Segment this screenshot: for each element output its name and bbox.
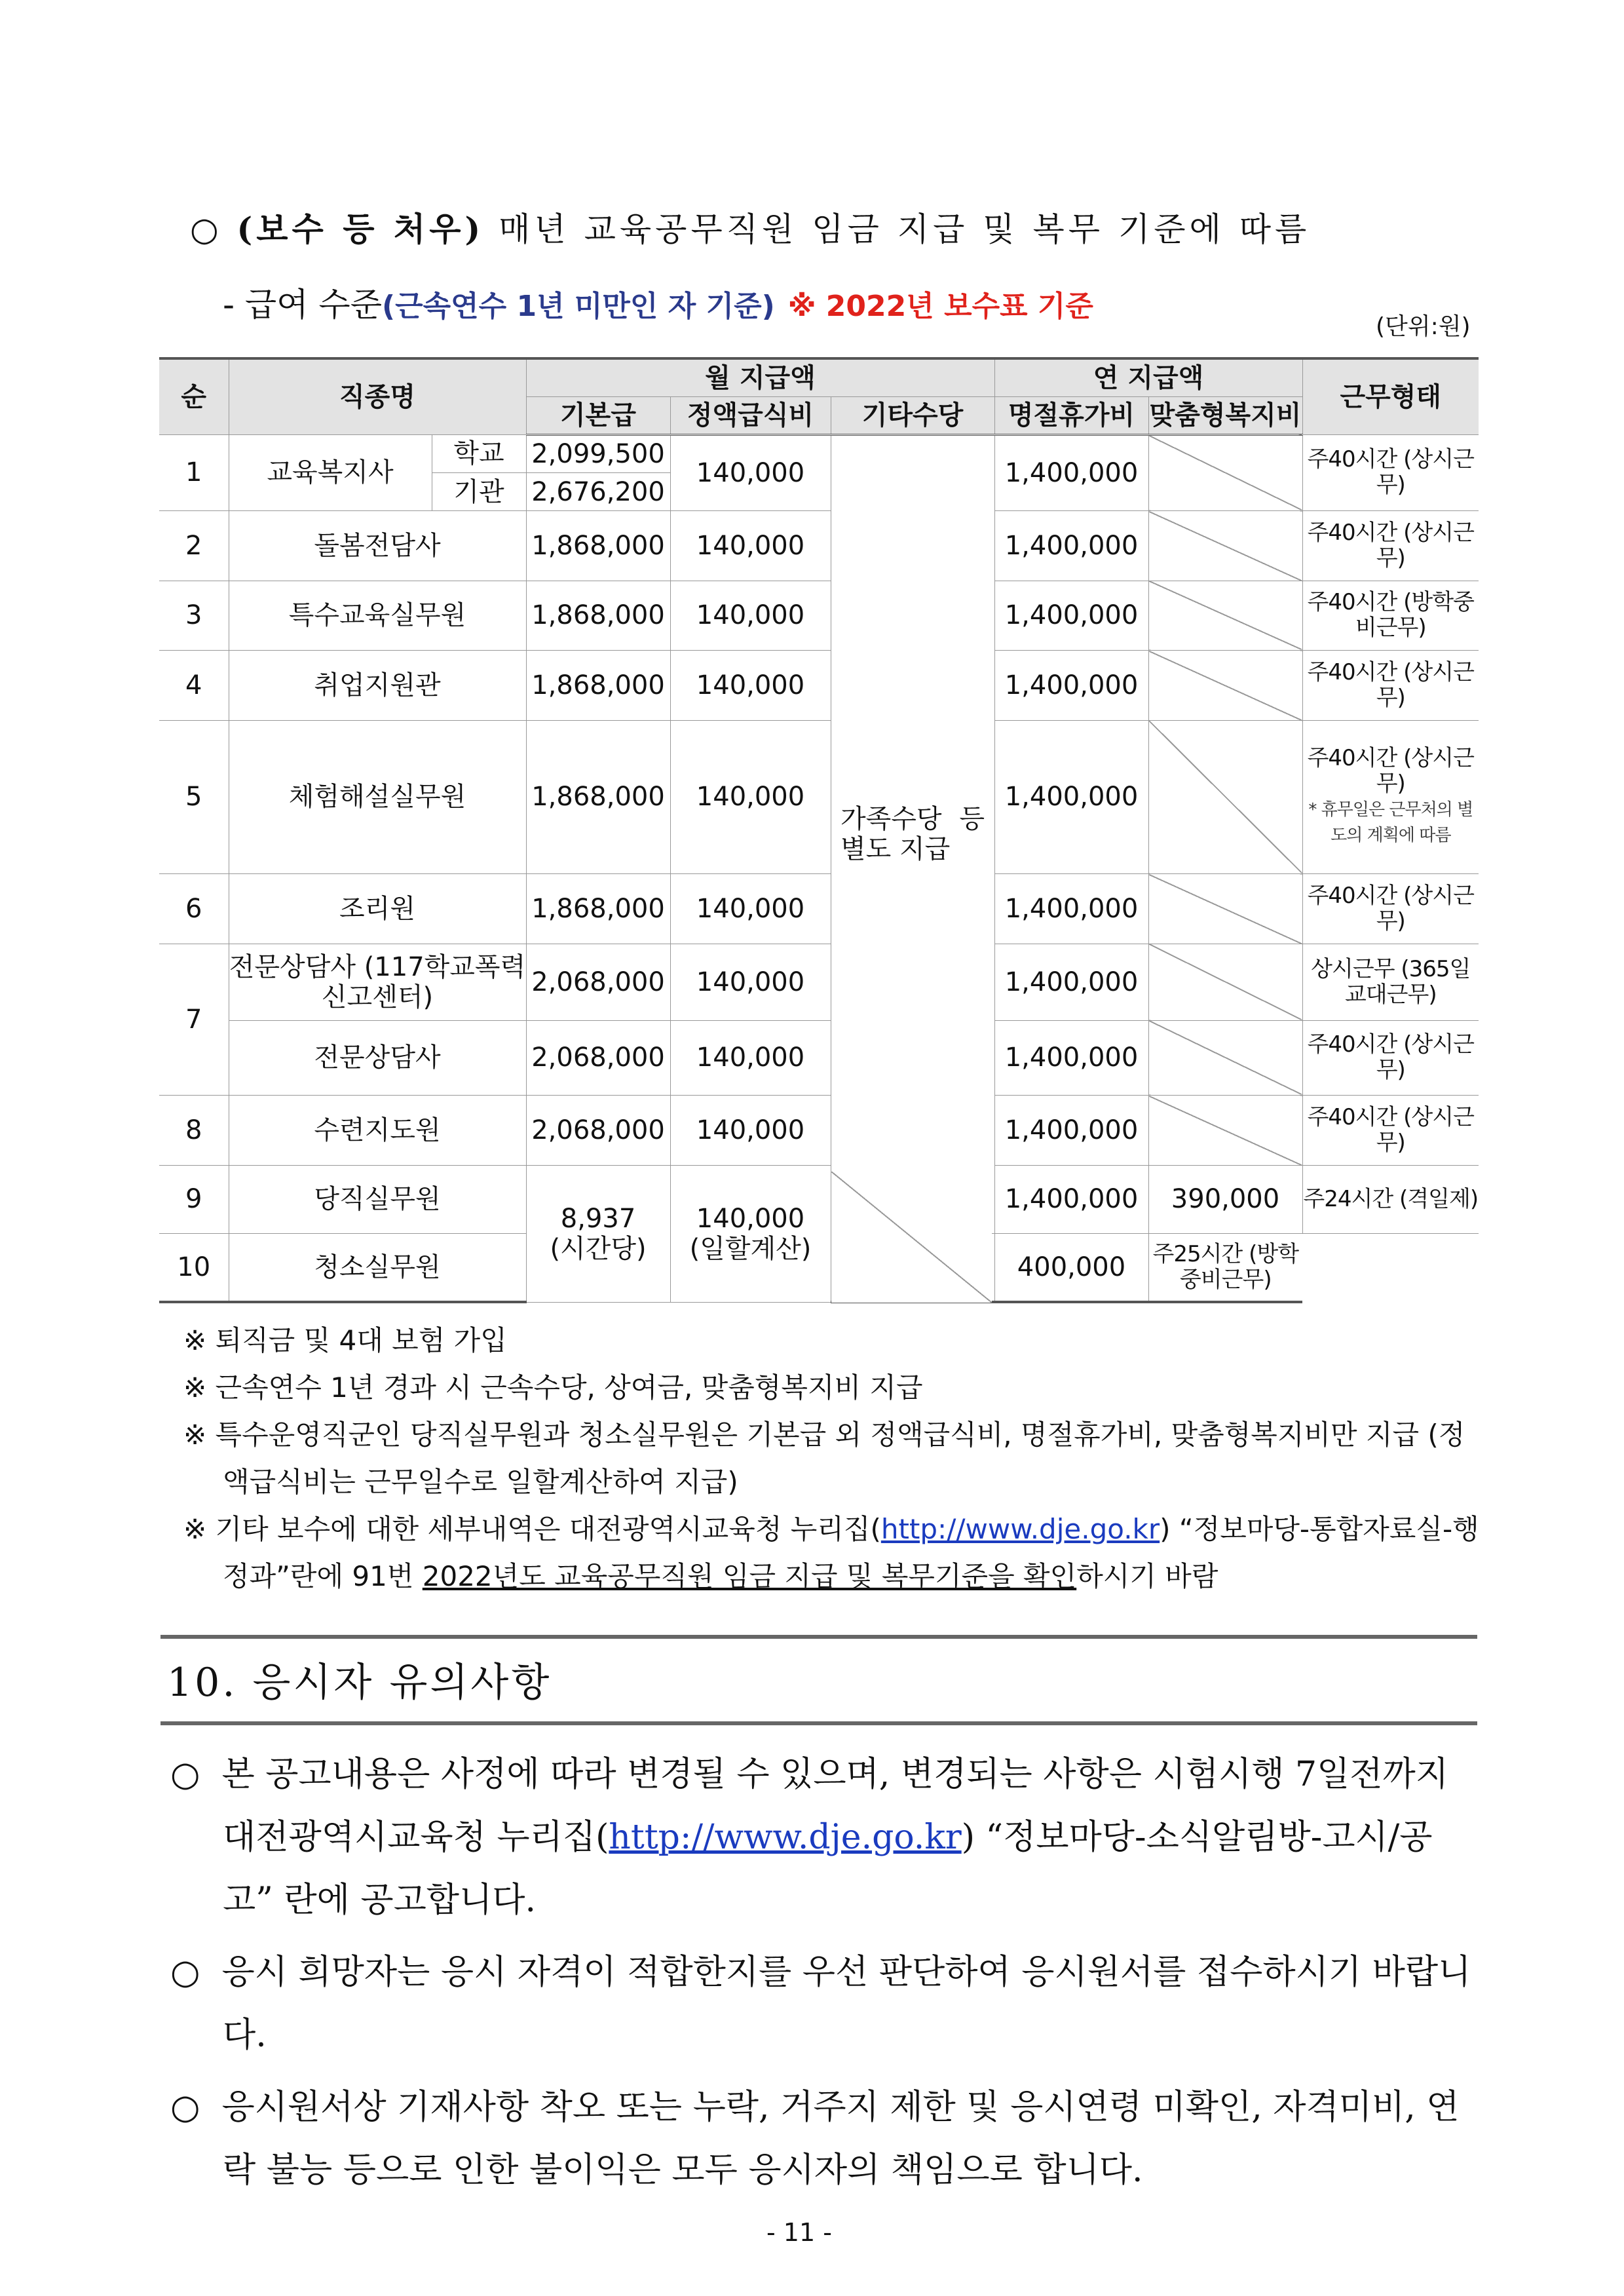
empty-welfare-cell bbox=[1148, 434, 1302, 511]
heading-title: (보수 등 처우) bbox=[236, 210, 485, 248]
table-row: 기관 2,676,200 bbox=[159, 472, 1479, 510]
table-row: 3 특수교육실무원 1,868,000 140,000 1,400,000 주40시간 (방학중비근무) bbox=[159, 581, 1479, 650]
header-base: 기본급 bbox=[526, 396, 670, 434]
divider bbox=[161, 1635, 1477, 1639]
table-row: 6 조리원 1,868,000 140,000 1,400,000 주40시간 (상시근무) bbox=[159, 874, 1479, 944]
divider bbox=[161, 1721, 1477, 1725]
note-item: ※ 특수운영직군인 당직실무원과 청소실무원은 기본급 외 정액급식비, 명절휴가비, 맞춤형복지비만 지급 (정액급식비는 근무일수로 일할계산하여 지급) bbox=[183, 1419, 1465, 1498]
note-item: ※ 기타 보수에 대한 세부내역은 대전광역시교육청 누리집(http://www.dje.go.kr) “정보마당-통합자료실-행정과”란에 91번 2022년도 교육공무직원 임금 지급 및 복무기준을 확인하시기 바람 bbox=[183, 1513, 1479, 1592]
page-number: - 11 - bbox=[766, 2218, 832, 2247]
pay-level-heading: - 급여 수준(근속연수 1년 미만인 자 기준) ※ 2022년 보수표 기준 bbox=[223, 286, 1093, 324]
table-row: 10 청소실무원 400,000 주25시간 (방학중비근무) bbox=[159, 1234, 1479, 1302]
empty-welfare-cell bbox=[1148, 874, 1302, 944]
header-annual: 연 지급액 bbox=[994, 358, 1302, 396]
pay-table bbox=[159, 357, 1479, 1303]
header-holiday: 명절휴가비 bbox=[994, 396, 1148, 434]
unit-label: (단위:원) bbox=[1376, 313, 1471, 340]
caution-item: ○ 응시 희망자는 응시 자격이 적합한지를 우선 판단하여 응시원서를 접수하시기 바랍니다. bbox=[170, 1953, 1471, 2055]
caution-item: ○ 본 공고내용은 사정에 따라 변경될 수 있으며, 변경되는 사항은 시험시행 7일전까지 대전광역시교육청 누리집(http://www.dje.go.kr) “정보마당-소식알림방-고시/공고” 란에 공고합니다. bbox=[170, 1755, 1449, 1920]
header-meal: 정액급식비 bbox=[670, 396, 831, 434]
empty-other-cell bbox=[831, 1172, 992, 1303]
table-row: 9 당직실무원 8,937 (시간당) 140,000 (일할계산) 1,400,000 390,000 주24시간 (격일제) bbox=[159, 1165, 1479, 1233]
header-no: 순 bbox=[159, 358, 229, 434]
note-item: ※ 퇴직금 및 4대 보험 가입 bbox=[183, 1324, 507, 1356]
note-item: ※ 근속연수 1년 경과 시 근속수당, 상여금, 맞춤형복지비 지급 bbox=[183, 1371, 923, 1404]
section-heading bbox=[190, 203, 1310, 250]
header-other: 기타수당 bbox=[831, 396, 994, 434]
table-row: 1 교육복지사 학교 2,099,500 140,000 가족수당 등 별도 지급 1,400,000 주40시간 (상시근무) bbox=[159, 434, 1479, 472]
table-row: 4 취업지원관 1,868,000 140,000 1,400,000 주40시간 (상시근무) bbox=[159, 651, 1479, 720]
cautions bbox=[170, 1743, 1477, 2211]
heading-text: 매년 교육공무직원 임금 지급 및 복무 기준에 따름 bbox=[499, 210, 1311, 248]
table-row: 8 수련지도원 2,068,000 140,000 1,400,000 주40시간 (상시근무) bbox=[159, 1096, 1479, 1165]
empty-welfare-cell bbox=[1148, 651, 1302, 720]
empty-welfare-cell bbox=[1148, 1020, 1302, 1096]
table-row: 전문상담사 2,068,000 140,000 1,400,000 주40시간 (상시근무) bbox=[159, 1020, 1479, 1096]
bullet: ○ bbox=[190, 210, 223, 248]
section-title: 10. 응시자 유의사항 bbox=[167, 1660, 552, 1706]
nuri-link[interactable]: http://www.dje.go.kr bbox=[609, 1818, 962, 1857]
table-row: 7 전문상담사 (117학교폭력신고센터) 2,068,000 140,000 1,400,000 상시근무 (365일 교대근무) bbox=[159, 944, 1479, 1020]
empty-welfare-cell bbox=[1148, 581, 1302, 650]
header-monthly: 월 지급액 bbox=[526, 358, 994, 396]
caution-item: ○ 응시원서상 기재사항 착오 또는 누락, 거주지 제한 및 응시연령 미확인, 자격미비, 연락 불능 등으로 인한 불이익은 모두 응시자의 책임으로 합니다. bbox=[170, 2088, 1460, 2190]
table-row: 5 체험해설실무원 1,868,000 140,000 1,400,000 주40시간 (상시근무) * 휴무일은 근무처의 별도의 계획에 따름 bbox=[159, 720, 1479, 874]
header-work: 근무형태 bbox=[1302, 358, 1479, 434]
nuri-link[interactable]: http://www.dje.go.kr bbox=[880, 1513, 1160, 1545]
notes bbox=[183, 1317, 1481, 1600]
header-welfare: 맞춤형복지비 bbox=[1148, 396, 1302, 434]
other-allowance-cell: 가족수당 등 별도 지급 bbox=[831, 434, 994, 1234]
empty-welfare-cell bbox=[1148, 720, 1302, 874]
empty-welfare-cell bbox=[1148, 511, 1302, 581]
header-job: 직종명 bbox=[229, 358, 526, 434]
empty-welfare-cell bbox=[1148, 944, 1302, 1020]
table-row: 2 돌봄전담사 1,868,000 140,000 1,400,000 주40시간 (상시근무) bbox=[159, 511, 1479, 581]
empty-welfare-cell bbox=[1148, 1096, 1302, 1165]
